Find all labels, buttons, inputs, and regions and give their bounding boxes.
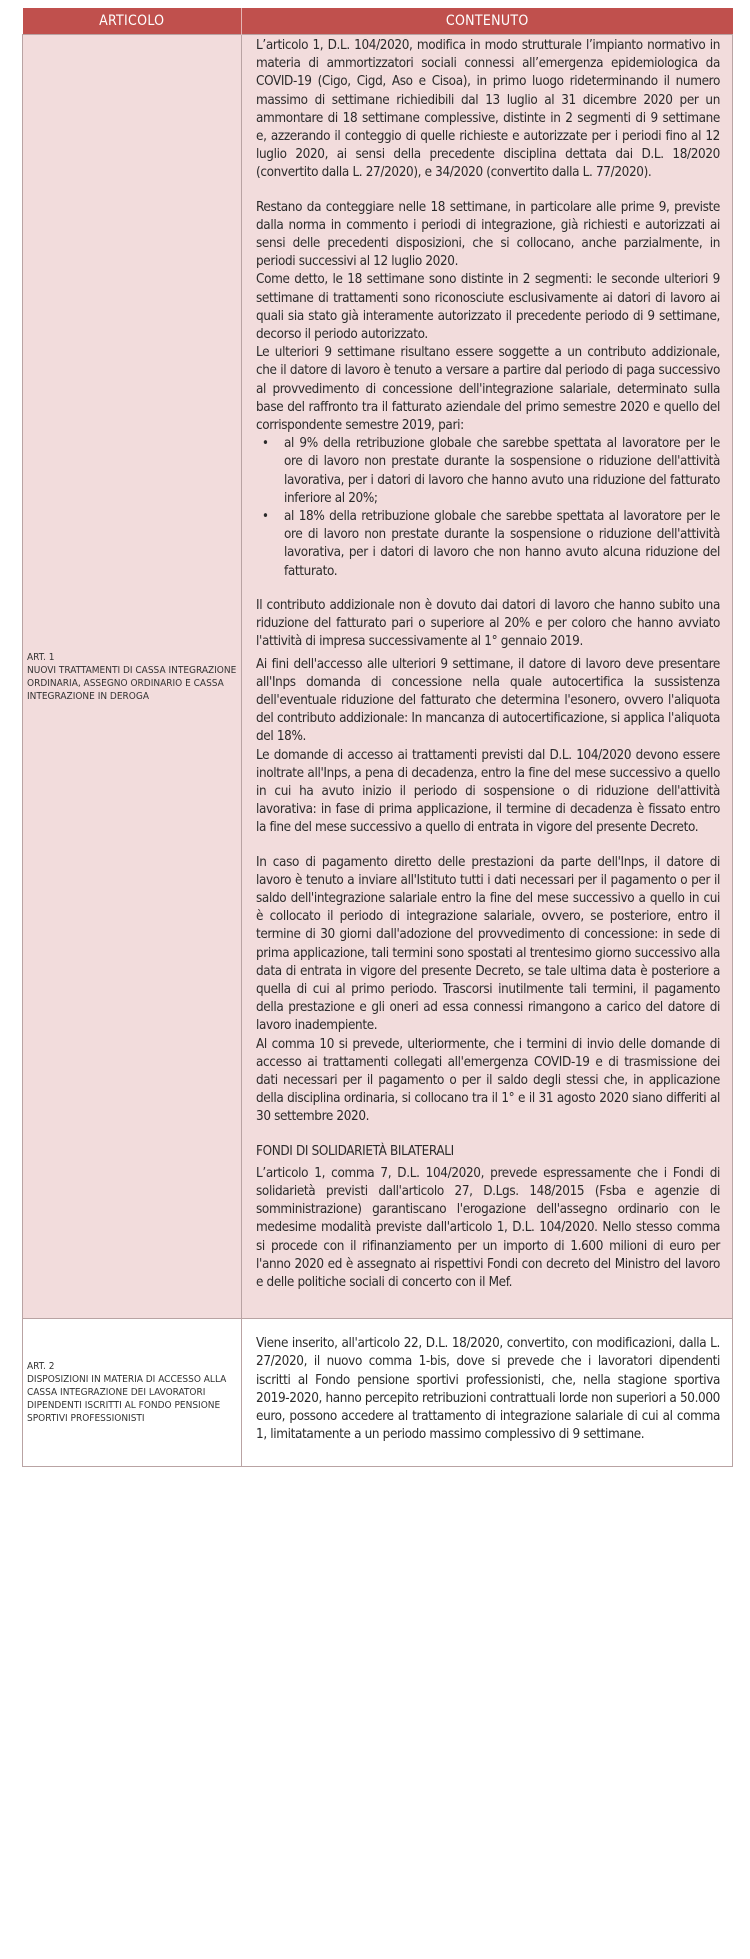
content-cell [242,1319,733,1467]
list-item: • al 9% della retribuzione globale che sarebbe spettata al lavoratore per le ore di lavoro non prestate durante la sospensione o riduzione dell'attività lavorativa, per i datori di lavoro che hanno avuto una riduzione del fatturato inferiore al 20%; [284,435,720,508]
paragraph: Le ulteriori 9 settimane risultano essere soggette a un contributo addizionale, che il datore di lavoro è tenuto a versare a partire dal periodo di paga successivo al provvedimento di concessione dell'integrazione salariale, determinato sulla base del raffronto tra il fatturato aziendale del primo semestre 2020 e quello del corrispondente semestre 2019, pari: [256,345,720,434]
article-number: ART. 1 [27,651,55,663]
articles-table [22,8,733,1467]
paragraph: Il contributo addizionale non è dovuto dai datori di lavoro che hanno subito una riduzione del fatturato pari o superiore al 20% e per coloro che hanno avviato l'attività di impresa successivamente al 1° gennaio 2019. [256,597,720,650]
table-header-row [23,8,733,35]
table-row-art2 [23,1319,733,1467]
header-contenuto: CONTENUTO [242,8,733,35]
contribution-list [256,435,720,581]
paragraph: Restano da conteggiare nelle 18 settimane, in particolare alle prime 9, previste dalla norma in commento i periodi di integrazione, già richiesti e autorizzati ai sensi delle precedenti disposizioni, che si collocano, anche parzialmente, in periodi successivi al 12 luglio 2020. [256,199,720,270]
article-cell [23,35,242,1319]
article-title: NUOVI TRATTAMENTI DI CASSA INTEGRAZIONE ORDINARIA, ASSEGNO ORDINARIO E CASSA INTEGRAZIONE IN DEROGA [27,664,237,702]
paragraph: Al comma 10 si prevede, ulteriormente, che i termini di invio delle domande di accesso ai trattamenti collegati all'emergenza COVID-19 e di trasmissione dei dati necessari per il pagamento o per il saldo degli stessi che, in applicazione della disciplina ordinaria, si collocano tra il 1° e il 31 agosto 2020 siano differiti al 30 settembre 2020. [256,1036,720,1125]
paragraph: In caso di pagamento diretto delle prestazioni da parte dell'Inps, il datore di lavoro è tenuto a inviare all'Istituto tutti i dati necessari per il pagamento o per il saldo dell'integrazione salariale entro la fine del mese successivo a quello in cui è collocato il periodo di integrazione salariale, ovvero, se posteriore, entro il termine di 30 giorni dall'adozione del provvedimento di concessione: in sede di prima applicazione, tali termini sono spostati al trentesimo giorno successivo alla data di entrata in vigore del presente Decreto, se tale ultima data è posteriore a quella di cui al primo periodo. Trascorsi inutilmente tali termini, il pagamento della prestazione e gli oneri ad essa connessi rimangono a carico del datore di lavoro inadempiente. [256,854,720,1034]
list-item: • al 18% della retribuzione globale che sarebbe spettata al lavoratore per le ore di lavoro non prestate durante la sospensione o riduzione dell'attività lavorativa, per i datori di lavoro che non hanno avuto alcuna riduzione del fatturato. [284,508,720,581]
paragraph: Come detto, le 18 settimane sono distinte in 2 segmenti: le seconde ulteriori 9 settimane di trattamenti sono riconosciute esclusivamente ai datori di lavoro ai quali sia stato già interamente autorizzato il precedente periodo di 9 settimane, decorso il periodo autorizzato. [256,272,720,343]
content-cell [242,35,733,1319]
article-cell [23,1319,242,1467]
paragraph: L’articolo 1, comma 7, D.L. 104/2020, prevede espressamente che i Fondi di solidarietà previsti dall'articolo 27, D.Lgs. 148/2015 (Fsba e agenzie di somministrazione) garantiscano l'erogazione dell'assegno ordinario con le medesime modalità previste dall'articolo 1, D.L. 104/2020. Nello stesso comma si procede con il rifinanziamento per un importo di 1.600 milioni di euro per l'anno 2020 ed è assegnato ai rispettivi Fondi con decreto del Ministro del lavoro e delle politiche sociali di concerto con il Mef. [256,1165,720,1290]
table-row-art1 [23,35,733,1319]
article-number: ART. 2 [27,1361,55,1373]
paragraph: Ai fini dell'accesso alle ulteriori 9 settimane, il datore di lavoro deve presentare all'Inps domanda di concessione nella quale autocertifica la sussistenza dell'eventuale riduzione del fatturato che determina l'esonero, ovvero l'aliquota del contributo addizionale: In mancanza di autocertificazione, si applica l'aliquota del 18%. [256,656,720,745]
paragraph: Viene inserito, all'articolo 22, D.L. 18/2020, convertito, con modificazioni, dalla L. 27/2020, il nuovo comma 1-bis, dove si prevede che i lavoratori dipendenti iscritti al Fondo pensione sportivi professionisti, che, nella stagione sportiva 2019-2020, hanno percepito retribuzioni contrattuali lorde non superiori a 50.000 euro, possono accedere al trattamento di integrazione salariale di cui al comma 1, limitatamente a un periodo massimo complessivo di 9 settimane. [256,1336,720,1443]
header-articolo: ARTICOLO [23,8,242,35]
section-subheading: FONDI DI SOLIDARIETÀ BILATERALI [256,1143,454,1159]
paragraph: L’articolo 1, D.L. 104/2020, modifica in modo strutturale l’impianto normativo in materia di ammortizzatori sociali connessi all’emergenza epidemiologica da COVID-19 (Cigo, Cigd, Aso e Cisoa), in primo luogo rideterminando il numero massimo di settimane richiedibili dal 13 luglio al 31 dicembre 2020 per un ammontare di 18 settimane complessive, distinte in 2 segmenti di 9 settimane e, azzerando il conteggio di quelle richieste e autorizzate per i periodi fino al 12 luglio 2020, ai sensi della precedente disciplina dettata dai D.L. 18/2020 (convertito dalla L. 27/2020), e 34/2020 (convertito dalla L. 77/2020). [256,38,720,181]
article-title: DISPOSIZIONI IN MATERIA DI ACCESSO ALLA CASSA INTEGRAZIONE DEI LAVORATORI DIPENDENTI ISCRITTI AL FONDO PENSIONE SPORTIVI PROFESSIONISTI [27,1374,227,1425]
paragraph: Le domande di accesso ai trattamenti previsti dal D.L. 104/2020 devono essere inoltrate all'Inps, a pena di decadenza, entro la fine del mese successivo a quello in cui ha avuto inizio il periodo di sospensione o di riduzione dell'attività lavorativa: in fase di prima applicazione, il termine di decadenza è fissato entro la fine del mese successivo a quello di entrata in vigore del presente Decreto. [256,747,720,836]
